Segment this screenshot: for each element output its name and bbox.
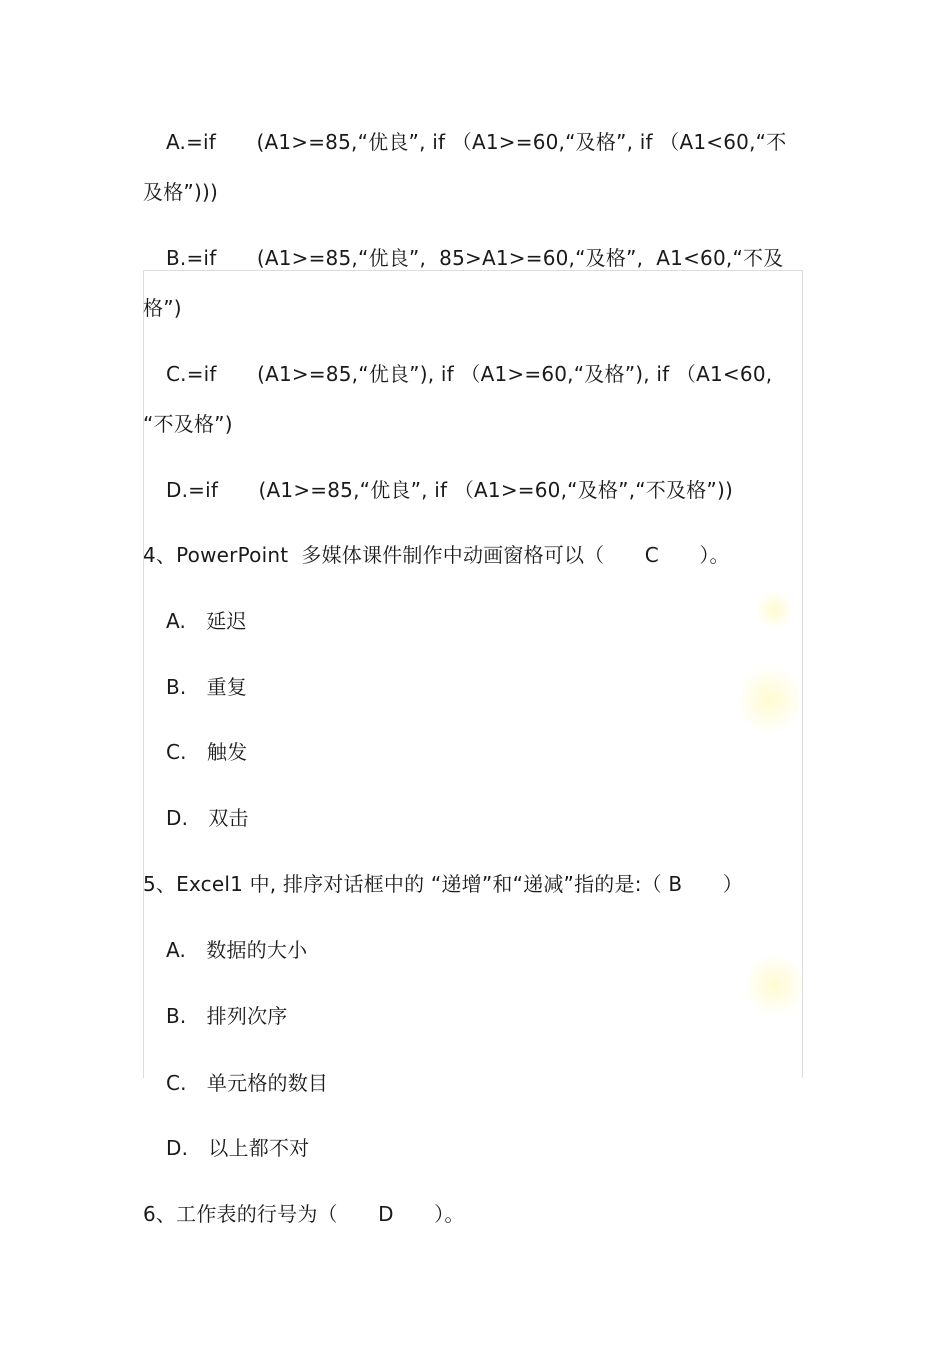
question-5-stem: 5、Excel1 中, 排序对话框中的 “递增”和“递减”指的是:（ B ） (143, 872, 743, 896)
q3-option-c-line2: “不及格”) (143, 412, 233, 436)
q3-option-a-line1: A.=if (A1>=85,“优良”, if （A1>=60,“及格”, if （A1<60,“不 (166, 130, 787, 154)
q5-option-c: C. 单元格的数目 (166, 1071, 329, 1095)
q3-option-a-line2: 及格”))) (143, 180, 218, 204)
q5-option-d: D. 以上都不对 (166, 1136, 310, 1160)
q4-option-b: B. 重复 (166, 675, 248, 699)
q3-option-d: D.=if (A1>=85,“优良”, if （A1>=60,“及格”,“不及格”)) (166, 478, 733, 502)
q3-option-c-line1: C.=if (A1>=85,“优良”), if （A1>=60,“及格”), if （A1<60, (166, 362, 773, 386)
q4-option-d: D. 双击 (166, 806, 249, 830)
q4-option-c: C. 触发 (166, 740, 248, 764)
background-glow (755, 590, 795, 630)
question-4-stem: 4、PowerPoint 多媒体课件制作中动画窗格可以（ C ）。 (143, 543, 730, 567)
q5-option-a: A. 数据的大小 (166, 938, 308, 962)
q3-option-b-line2: 格”) (143, 296, 182, 320)
q3-option-b-line1: B.=if (A1>=85,“优良”, 85>A1>=60,“及格”, A1<60,“不及 (166, 246, 784, 270)
background-glow (740, 660, 800, 740)
q4-option-a: A. 延迟 (166, 609, 247, 633)
question-6-stem: 6、工作表的行号为（ D ）。 (143, 1202, 465, 1226)
q5-option-b: B. 排列次序 (166, 1004, 288, 1028)
background-glow (745, 950, 805, 1020)
